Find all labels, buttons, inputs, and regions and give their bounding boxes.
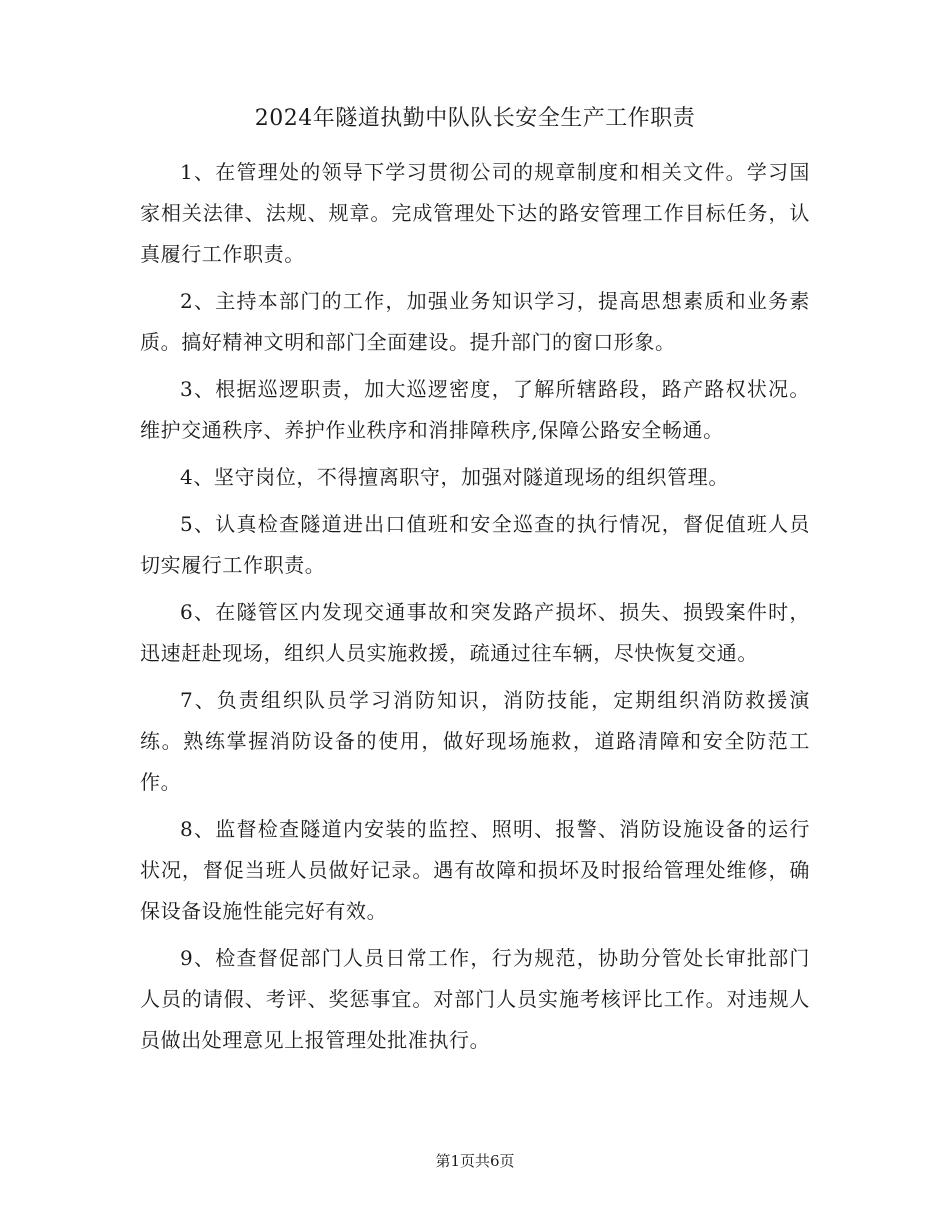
paragraph-4: 4、坚守岗位，不得擅离职守，加强对隧道现场的组织管理。: [180, 465, 729, 489]
document-title: 2024年隧道执勤中队队长安全生产工作职责: [254, 106, 696, 131]
paragraph-9: 9、检查督促部门人员日常工作，行为规范，协助分管处长审批部门人员的请假、考评、奖惩事宜。对部门人员实施考核评比工作。对违规人员做出处理意见上报管理处批准执行。: [140, 946, 810, 1052]
page-indicator: 第1页共6页: [435, 1152, 515, 1170]
paragraph-1: 1、在管理处的领导下学习贯彻公司的规章制度和相关文件。学习国家相关法律、法规、规章。完成管理处下达的路安管理工作目标任务，认真履行工作职责。: [140, 160, 810, 266]
paragraph-2: 2、主持本部门的工作，加强业务知识学习，提高思想素质和业务素质。搞好精神文明和部门全面建设。提升部门的窗口形象。: [140, 289, 810, 354]
paragraph-6: 6、在隧管区内发现交通事故和突发路产损坏、损失、损毁案件时，迅速赶赴现场，组织人员实施救援，疏通过往车辆，尽快恢复交通。: [140, 600, 810, 665]
document-body: [140, 152, 810, 1067]
paragraph-3: 3、根据巡逻职责，加大巡逻密度，了解所辖路段，路产路权状况。维护交通秩序、养护作业秩序和消排障秩序,保障公路安全畅通。: [140, 377, 810, 442]
paragraph-5: 5、认真检查隧道进出口值班和安全巡查的执行情况，督促值班人员切实履行工作职责。: [140, 512, 810, 577]
paragraph-8: 8、监督检查隧道内安装的监控、照明、报警、消防设施设备的运行状况，督促当班人员做好记录。遇有故障和损坏及时报给管理处维修，确保设备设施性能完好有效。: [140, 817, 810, 923]
paragraph-7: 7、负责组织队员学习消防知识，消防技能，定期组织消防救援演练。熟练掌握消防设备的使用，做好现场施救，道路清障和安全防范工作。: [140, 688, 810, 794]
